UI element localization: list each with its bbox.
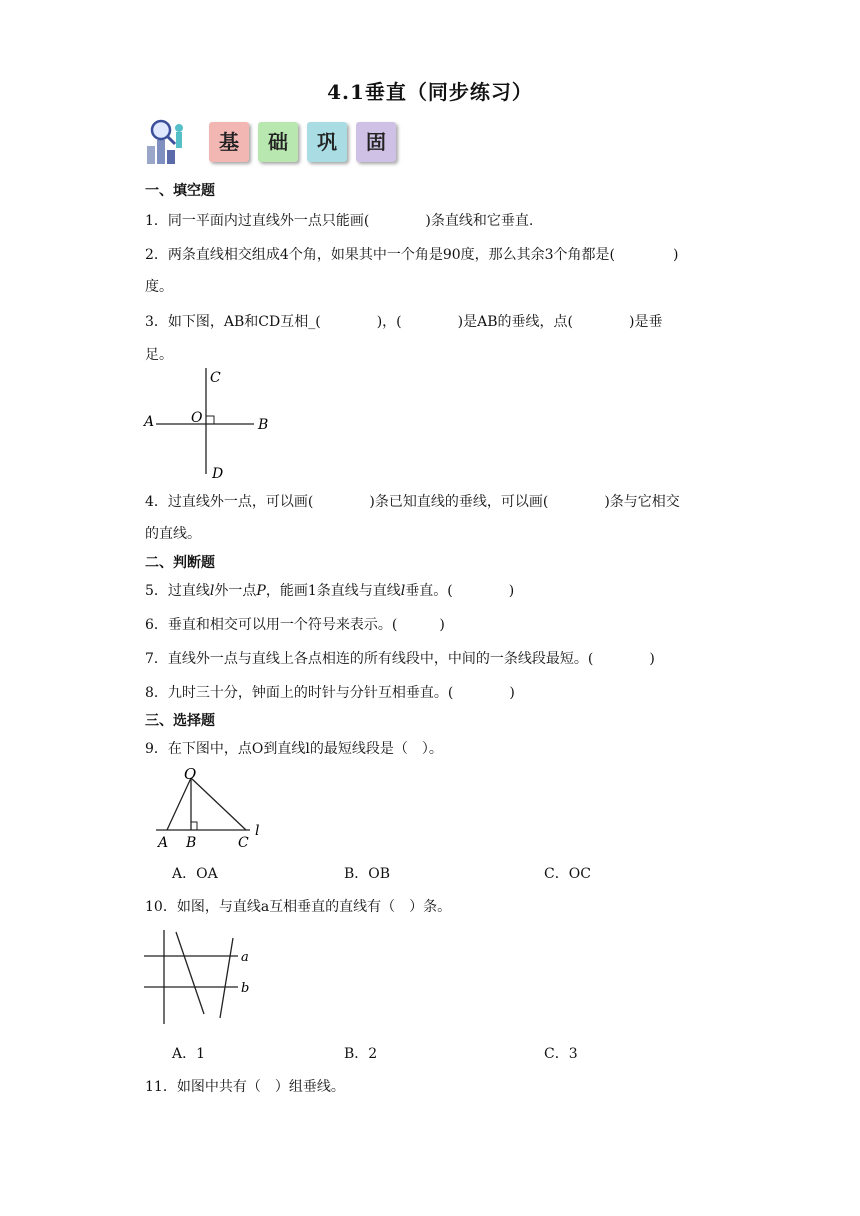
question-2: 2．两条直线相交组成4个角，如果其中一个角是90度，那么其余3个角都是( ) [145,247,679,263]
label-o: O [184,765,197,783]
question-3-cont: 足。 [145,347,173,363]
question-6: 6．垂直和相交可以用一个符号来表示。( ) [145,617,445,633]
label-c: C [238,835,249,851]
question-10: 10．如图，与直线a互相垂直的直线有（ ）条。 [145,899,452,915]
section-judge-heading: 二、判断题 [145,555,215,571]
question-9: 9．在下图中，点O到直线l的最短线段是（ ）。 [145,741,443,757]
question-1: 1．同一平面内过直线外一点只能画( )条直线和它垂直. [145,213,534,229]
q10-option-c[interactable]: C．3 [544,1046,578,1062]
label-c: C [210,370,221,386]
q10-option-a[interactable]: A．1 [172,1046,206,1062]
q9-option-c[interactable]: C．OC [544,866,591,882]
section-banner [145,116,405,168]
label-a: A [144,414,155,430]
segment-oc [191,778,246,830]
label-b: B [258,417,269,433]
search-chart-icon [145,116,185,168]
banner-tile-3: 巩 [307,122,347,162]
q9-option-a[interactable]: A．OA [172,866,218,882]
question-7: 7．直线外一点与直线上各点相连的所有线段中，中间的一条线段最短。( ) [145,651,655,667]
label-b: b [241,981,250,996]
figure-parallel-lines [140,924,260,1028]
slanted-line-1 [176,932,204,1014]
figure-perpendicular-ab-cd [140,364,280,482]
question-2-cont: 度。 [145,279,173,295]
q9-option-b[interactable]: B．OB [344,866,391,882]
label-a: A [158,835,169,851]
label-l: l [255,823,260,839]
question-5: 5．过直线l外一点P，能画1条直线与直线l垂直。( ) [145,583,515,599]
right-angle-mark [191,822,197,830]
question-8: 8．九时三十分，钟面上的时针与分针互相垂直。( ) [145,685,515,701]
segment-oa [167,778,191,830]
right-angle-mark [206,416,214,424]
page-title: 4.1垂直（同步练习） [327,80,533,104]
label-d: D [212,466,224,482]
section-fill-heading: 一、填空题 [145,183,215,199]
question-3: 3．如下图，AB和CD互相_( )，( )是AB的垂线，点( )是垂 [145,314,663,330]
q10-option-b[interactable]: B．2 [344,1046,378,1062]
figure-shortest-segment [146,764,270,854]
label-a: a [241,950,249,965]
question-4: 4．过直线外一点，可以画( )条已知直线的垂线，可以画( )条与它相交 [145,494,680,510]
label-b: B [186,835,197,851]
slanted-line-2 [220,938,233,1018]
question-11: 11．如图中共有（ ）组垂线。 [145,1079,345,1095]
banner-tile-2: 础 [258,122,298,162]
banner-tile-4: 固 [356,122,396,162]
question-4-cont: 的直线。 [145,526,201,542]
label-o: O [191,410,203,426]
banner-tile-1: 基 [209,122,249,162]
section-choice-heading: 三、选择题 [145,713,215,729]
